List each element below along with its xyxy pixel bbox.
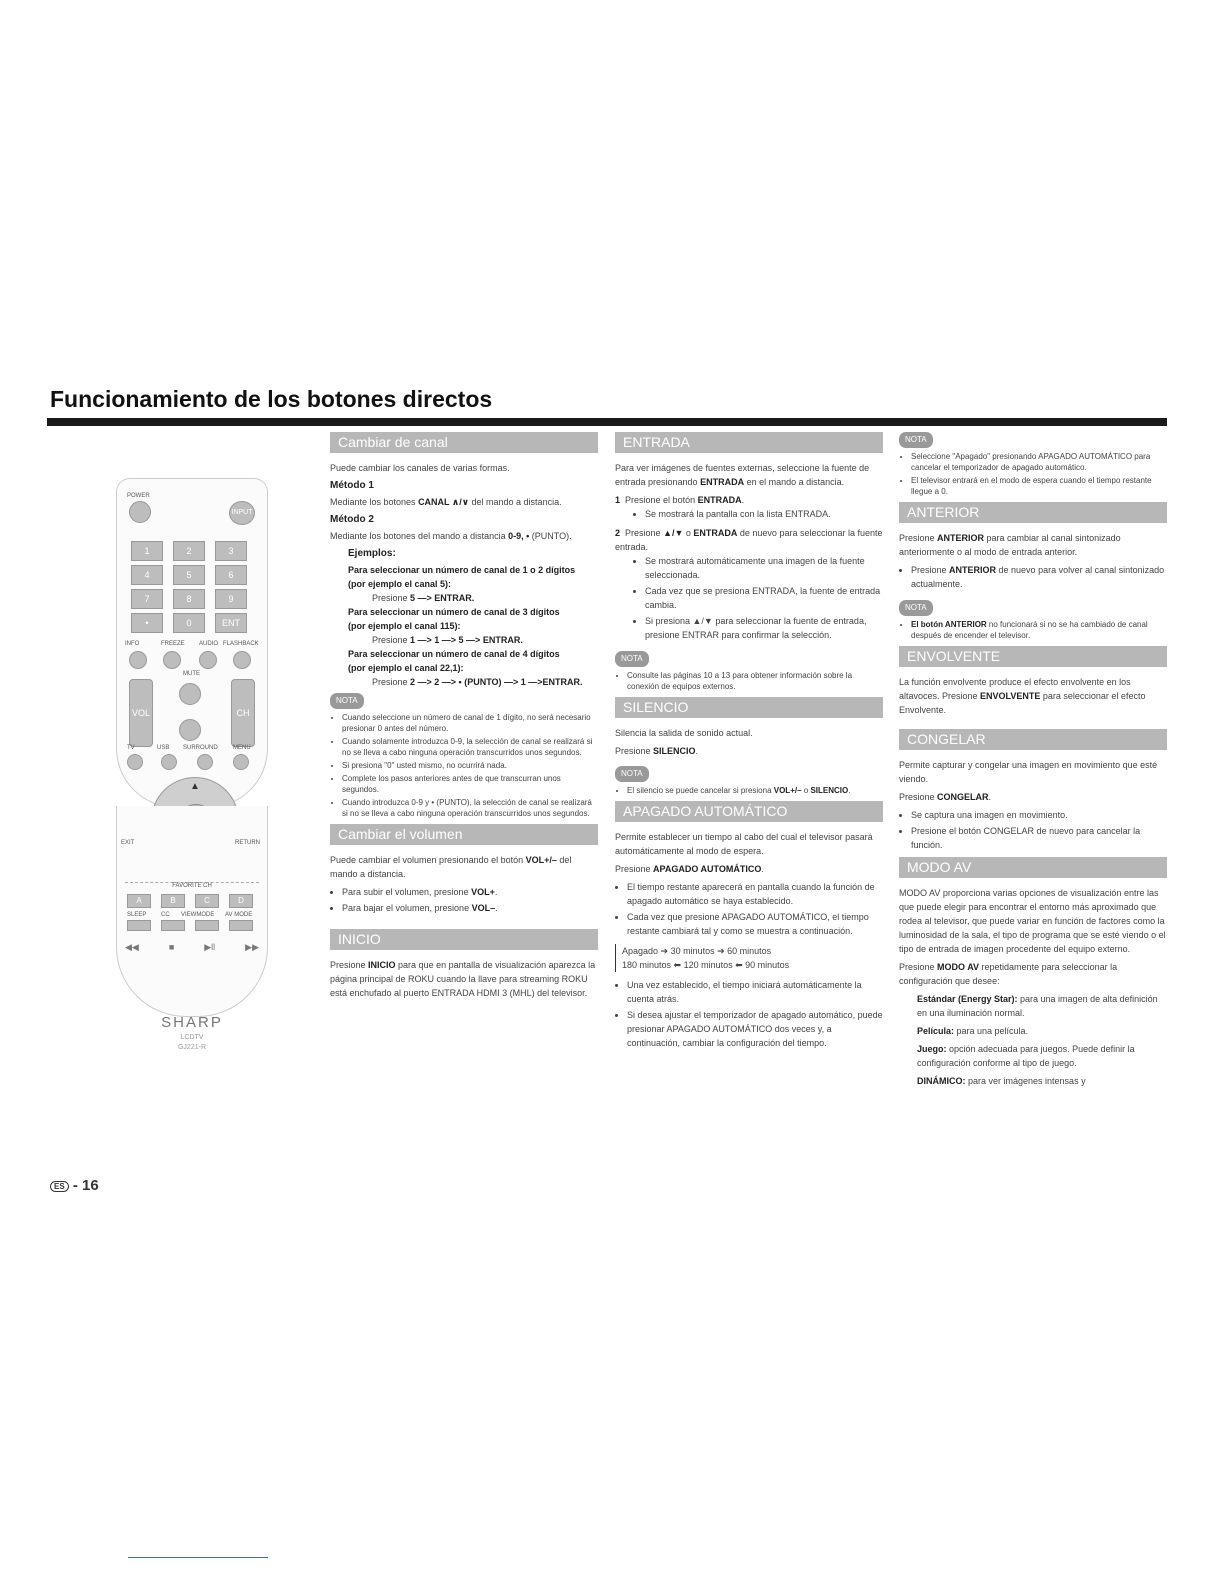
anterior-intro: Presione ANTERIOR para cambiar al canal sintonizado anteriormente o al modo de entrada anterior. [899, 533, 1121, 557]
digit-button: 2 [173, 541, 205, 561]
list-item: • Una vez establecido, el tiempo iniciará automáticamente la cuenta atrás. [627, 978, 883, 1006]
list-item: • El silencio se puede cancelar si presiona VOL+/– o SILENCIO. [627, 785, 883, 796]
anterior-header: ANTERIOR [899, 502, 1167, 523]
example-2-press: Presione 1 —> 1 —> 5 —> ENTRAR. [372, 635, 523, 645]
list-item: • Se mostrará automáticamente una imagen de la fuente seleccionada. [645, 554, 883, 582]
avmode-label: AV MODE [225, 912, 253, 918]
flow-top-row: Apagado ➔ 30 minutos ➔ 60 minutos [622, 946, 772, 956]
stop-icon: ■ [168, 942, 175, 952]
apagado-flow-diagram [615, 944, 883, 972]
cambiar-canal-header: Cambiar de canal [330, 432, 598, 453]
lang-badge: ES [50, 1181, 69, 1192]
apagado-list-2 [615, 978, 883, 1050]
modo-av-option: Estándar (Energy Star): para una imagen de alta definición en una iluminación normal. [917, 994, 1158, 1018]
power-label: POWER [127, 493, 150, 499]
silencio-notes [615, 785, 883, 796]
silencio-intro: Silencia la salida de sonido actual. [615, 728, 753, 738]
example-2-sub: (por ejemplo el canal 115): [348, 621, 461, 631]
list-item: • Para subir el volumen, presione VOL+. [342, 885, 598, 899]
flashback-button [233, 651, 251, 669]
entrada-header: ENTRADA [615, 432, 883, 453]
cc-label: CC [161, 912, 170, 918]
sleep-button [127, 920, 151, 931]
modo-av-press: Presione MODO AV repetidamente para seleccionar la configuración que desee: [899, 962, 1118, 986]
apagado-intro: Permite establecer un tiempo al cabo del cual el televisor pasará automáticamente al modo de espera. [615, 832, 873, 856]
menu-label: MENU [233, 745, 251, 751]
apagado-press: Presione APAGADO AUTOMÁTICO. [615, 864, 764, 874]
entrada-notes [615, 670, 883, 692]
list-item: • Cuando introduzca 0-9 y • (PUNTO), la selección de canal se realizará si no se lleva a cabo ninguna operación transcurridos unos segundos. [342, 797, 598, 819]
silencio-header: SILENCIO [615, 697, 883, 718]
favorite-button: C [195, 894, 219, 908]
vol-rocker: VOL [129, 679, 153, 747]
list-item: • Se mostrará la pantalla con la lista ENTRADA. [645, 507, 883, 521]
modo-av-intro: MODO AV proporciona varias opciones de visualización entre las que puede elegir para encontrar el entorno más aproximado que rodea al televisor, que puede variar en función de factores como la luminosidad de la sala, el tipo de programa que se esté viendo o el tipo de entrada de imagen procedente del equipo externo. [899, 888, 1166, 954]
digit-button: 7 [131, 589, 163, 609]
model-label: LCDTV [180, 1034, 204, 1041]
ch-rocker: CH [231, 679, 255, 747]
example-1-sub: (por ejemplo el canal 5): [348, 579, 452, 589]
surround-label: SURROUND [183, 745, 218, 751]
usb-button [161, 754, 177, 770]
canal-nota-badge: NOTA [330, 693, 364, 709]
envolvente-header: ENVOLVENTE [899, 646, 1167, 667]
remote-lower-body [116, 806, 268, 1051]
digit-button: 9 [215, 589, 247, 609]
envolvente-text: La función envolvente produce el efecto envolvente en los altavoces. Presione ENVOLVENTE para seleccionar el efecto Envolvente. [899, 677, 1146, 715]
apagado-header: APAGADO AUTOMÁTICO [615, 801, 883, 822]
list-item: • Cuando solamente introduzca 0-9, la selección de canal se realizará si no se lleva a cabo ninguna operación transcurridos unos segundos. [342, 736, 598, 758]
digit-button: 1 [131, 541, 163, 561]
anterior-notes [899, 619, 1167, 641]
list-item: • Presione el botón CONGELAR de nuevo para cancelar la función. [911, 824, 1167, 852]
inicio-text: Presione INICIO para que en pantalla de visualización aparezca la página principal de ROKU cuando la llave para streaming ROKU está enchufado al puerto ENTRADA HDMI 3 (MHL) del televisor. [330, 960, 596, 998]
list-item: • Presione ANTERIOR de nuevo para volver al canal sintonizado actualmente. [911, 563, 1167, 591]
ejemplos-block [330, 547, 598, 689]
ejemplos-title: Ejemplos: [348, 548, 396, 559]
congelar-list [899, 808, 1167, 852]
digit-button: 8 [173, 589, 205, 609]
anterior-nota-badge: NOTA [899, 600, 933, 616]
column-2 [615, 432, 883, 1055]
metodo-2-text: Mediante los botones del mando a distancia 0-9, • (PUNTO). [330, 531, 572, 541]
menu-button [233, 754, 249, 770]
metodo-1-title: Método 1 [330, 480, 374, 491]
list-item: • Si presiona ▲/▼ para seleccionar la fuente de entrada, presione ENTRAR para confirmar la selección. [645, 614, 883, 642]
list-item: • Si desea ajustar el temporizador de apagado automático, puede presionar APAGADO AUTOMÁTICO dos veces y, a continuación, cambiar la configuración del tiempo. [627, 1008, 883, 1050]
example-3-sub: (por ejemplo el canal 22,1): [348, 663, 464, 673]
playback-row [125, 942, 259, 953]
digit-button: 3 [215, 541, 247, 561]
cc-button [161, 920, 185, 931]
favorite-button: B [161, 894, 185, 908]
favorite-button: A [127, 894, 151, 908]
volumen-intro: Puede cambiar el volumen presionando el botón VOL+/– del mando a distancia. [330, 855, 572, 879]
column-1 [330, 432, 598, 1004]
model-code: GJ221-R [177, 1044, 206, 1051]
tv-label: TV [127, 745, 135, 751]
freeze-label: FREEZE [161, 641, 185, 647]
modo-av-option: Juego: opción adecuada para juegos. Puede definir la configuración conforme al tipo de juego. [917, 1044, 1135, 1068]
bottom-link-line [128, 1557, 268, 1558]
digit-button: ENT [215, 613, 247, 633]
usb-label: USB [157, 745, 170, 751]
digit-button: 6 [215, 565, 247, 585]
congelar-header: CONGELAR [899, 729, 1167, 750]
list-item: • Cada vez que se presiona ENTRADA, la fuente de entrada cambia. [645, 584, 883, 612]
inicio-header: INICIO [330, 929, 598, 950]
info-button [129, 651, 147, 669]
mute-label: MUTE [183, 671, 200, 677]
metodo-2-title: Método 2 [330, 514, 374, 525]
surround-button [197, 754, 213, 770]
list-item: • Complete los pasos anteriores antes de que transcurran unos segundos. [342, 773, 598, 795]
entrada-step-2-sub [615, 554, 883, 642]
digit-button: 0 [173, 613, 205, 633]
congelar-press: Presione CONGELAR. [899, 792, 992, 802]
list-item: • Se captura una imagen en movimiento. [911, 808, 1167, 822]
example-2-title: Para seleccionar un número de canal de 3 dígitos [348, 607, 560, 617]
fast-forward-icon: ▶▶ [245, 942, 259, 952]
example-3-press: Presione 2 —> 2 —> • (PUNTO) —> 1 —>ENTRAR. [372, 677, 583, 687]
anterior-list [899, 563, 1167, 591]
play-pause-icon: ▶ll [204, 942, 216, 952]
modo-av-header: MODO AV [899, 857, 1167, 878]
flow-bottom-row: 180 minutos ⬅ 120 minutos ⬅ 90 minutos [622, 960, 790, 970]
home-button [179, 719, 201, 741]
col3-notes-list [899, 451, 1167, 497]
silencio-press: Presione SILENCIO. [615, 746, 699, 756]
audio-button [199, 651, 217, 669]
entrada-intro: Para ver imágenes de fuentes externas, seleccione la fuente de entrada presionando ENTRADA en el mando a distancia. [615, 463, 870, 487]
brand-logo: SHARP [161, 1014, 223, 1031]
input-button: INPUT [229, 501, 255, 525]
canal-notes-list [330, 712, 598, 819]
list-item: • Seleccione "Apagado" presionando APAGADO AUTOMÁTICO para cancelar el temporizador de apagado automático. [911, 451, 1167, 473]
column-3 [899, 432, 1167, 1092]
list-item: • El televisor entrará en el modo de espera cuando el tiempo restante llegue a 0. [911, 475, 1167, 497]
cambiar-volumen-header: Cambiar el volumen [330, 824, 598, 845]
viewmode-label: VIEWMODE [181, 912, 215, 918]
sleep-label: SLEEP [127, 912, 147, 918]
list-item: • Cuando seleccione un número de canal de 1 dígito, no será necesario presionar 0 antes del número. [342, 712, 598, 734]
exit-label: EXIT [121, 840, 135, 846]
col3-nota-badge: NOTA [899, 432, 933, 448]
example-1-title: Para seleccionar un número de canal de 1 o 2 dígitos [348, 565, 576, 575]
modo-av-option: Película: para una película. [917, 1026, 1029, 1036]
entrada-step-1-sub [615, 507, 883, 521]
audio-label: AUDIO [199, 641, 219, 647]
entrada-step-2: 2 Presione ▲/▼ o ENTRADA de nuevo para seleccionar la fuente entrada. [615, 528, 883, 552]
page-title: Funcionamiento de los botones directos [50, 386, 493, 412]
favorite-button: D [229, 894, 253, 908]
entrada-nota-badge: NOTA [615, 651, 649, 667]
digit-button: 5 [173, 565, 205, 585]
mute-button [179, 683, 201, 705]
up-arrow-icon: ▲ [190, 781, 200, 792]
list-item: • Si presiona "0" usted mismo, no ocurrirá nada. [342, 760, 598, 771]
congelar-intro: Permite capturar y congelar una imagen en movimiento que esté viendo. [899, 760, 1158, 784]
title-rule [47, 418, 1167, 426]
rewind-icon: ◀◀ [125, 942, 139, 952]
example-3-title: Para seleccionar un número de canal de 4 dígitos [348, 649, 560, 659]
digit-button: 4 [131, 565, 163, 585]
power-button [129, 501, 151, 523]
viewmode-button [195, 920, 219, 931]
flashback-label: FLASHBACK [223, 641, 259, 647]
modo-av-options [899, 992, 1167, 1088]
freeze-button [163, 651, 181, 669]
volumen-list [330, 885, 598, 915]
remote-control-illustration [116, 478, 268, 808]
metodo-1-text: Mediante los botones CANAL ∧/∨ del mando a distancia. [330, 497, 562, 507]
list-item: • Cada vez que presione APAGADO AUTOMÁTICO, el tiempo restante cambiará tal y como se muestra a continuación. [627, 910, 883, 938]
example-1-press: Presione 5 —> ENTRAR. [372, 593, 475, 603]
page-number: ES - 16 [50, 1177, 99, 1194]
tv-button [127, 754, 143, 770]
modo-av-option: DINÁMICO: para ver imágenes intensas y [917, 1076, 1086, 1086]
digit-button: • [131, 613, 163, 633]
entrada-step-1: 1 Presione el botón ENTRADA. [615, 495, 745, 505]
apagado-list [615, 880, 883, 938]
list-item: • El tiempo restante aparecerá en pantalla cuando la función de apagado automático se haya establecido. [627, 880, 883, 908]
list-item: • Consulte las páginas 10 a 13 para obtener información sobre la conexión de equipos externos. [627, 670, 883, 692]
info-label: INFO [125, 641, 140, 647]
return-label: RETURN [235, 840, 260, 846]
favorite-ch-label: FAVORITE CH [125, 882, 259, 889]
list-item: • Para bajar el volumen, presione VOL–. [342, 901, 598, 915]
avmode-button [229, 920, 253, 931]
silencio-nota-badge: NOTA [615, 766, 649, 782]
canal-intro: Puede cambiar los canales de varias formas. [330, 463, 510, 473]
list-item: • El botón ANTERIOR no funcionará si no se ha cambiado de canal después de encender el televisor. [911, 619, 1167, 641]
